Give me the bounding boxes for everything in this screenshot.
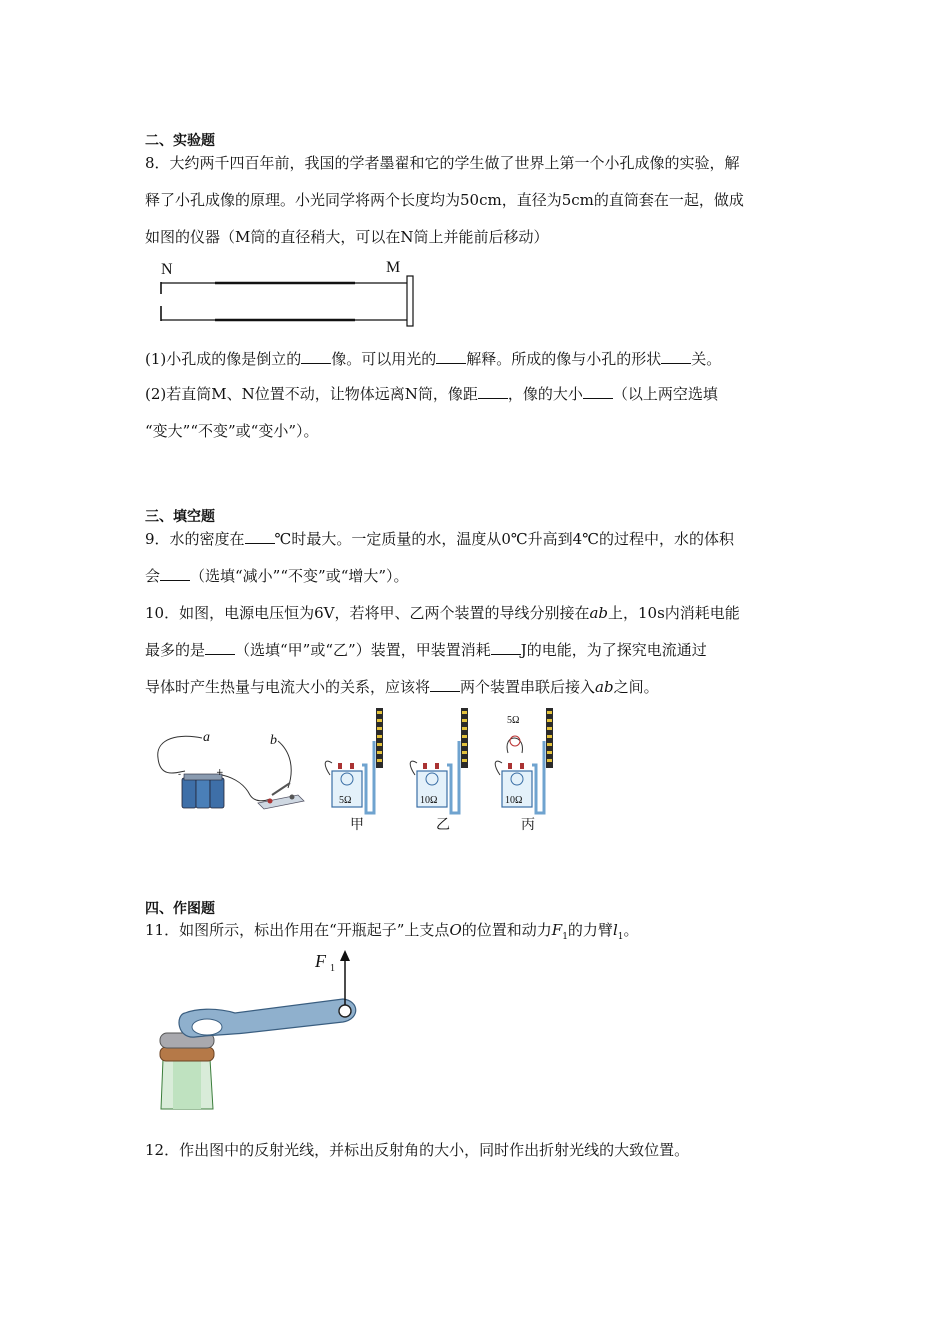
q8-part2-text-b: ，像的大小 xyxy=(507,385,583,403)
q10-ab: ab xyxy=(589,604,609,622)
answer-blank[interactable] xyxy=(205,640,235,655)
q11-text-d: 。 xyxy=(623,921,639,939)
answer-blank[interactable] xyxy=(436,349,466,364)
caption-yi: 乙 xyxy=(436,817,450,833)
q8-part1-text-c: 解释。所成的像与小孔的形状 xyxy=(466,350,662,368)
q9-line-2 xyxy=(145,566,409,586)
resistor-yi-label: 10Ω xyxy=(420,795,438,806)
q8-part1-text-b: 像。可以用光的 xyxy=(331,350,437,368)
q8-line-1: 8．大约两千四百年前，我国的学者墨翟和它的学生做了世界上第一个小孔成像的实验，解 xyxy=(145,154,740,172)
q9-line-1 xyxy=(145,529,734,549)
force-label-sub: 1 xyxy=(330,963,335,974)
q10-text-h: 之间。 xyxy=(613,678,659,696)
resistor-bing-label: 10Ω xyxy=(505,795,523,806)
circuit-figure xyxy=(150,703,570,838)
tube-figure xyxy=(145,255,435,330)
q11-text-c: 的力臂 xyxy=(567,921,613,939)
q10-line-3 xyxy=(145,677,659,697)
caption-bing: 丙 xyxy=(521,817,535,833)
svg-text:+: + xyxy=(216,768,224,778)
q10-line-2 xyxy=(145,640,707,660)
tube-label-m: M xyxy=(386,259,401,276)
answer-blank[interactable] xyxy=(430,677,460,692)
wire-label-b: b xyxy=(270,733,277,748)
section-title-fill-blank: 三、填空题 xyxy=(145,509,215,525)
circuit-diagram xyxy=(150,703,570,838)
q11-text-a: 11．如图所示，标出作用在“开瓶起子”上支点 xyxy=(145,921,450,939)
apparatus-yi xyxy=(410,708,468,833)
bottle-opener-figure xyxy=(155,947,365,1112)
q8-part2-text-a: (2)若直筒M、N位置不动，让物体远离N筒，像距 xyxy=(145,385,478,403)
answer-blank[interactable] xyxy=(301,349,331,364)
answer-blank[interactable] xyxy=(583,384,613,399)
q10-ab-2: ab xyxy=(595,678,614,696)
answer-blank[interactable] xyxy=(661,349,691,364)
apparatus-bing xyxy=(495,708,553,833)
svg-text:-: - xyxy=(178,770,182,780)
q9-text-a: 9．水的密度在 xyxy=(145,530,245,548)
tube-label-n: N xyxy=(161,261,173,278)
section-title-drawing: 四、作图题 xyxy=(145,901,215,917)
q8-part2-text-c: （以上两空选填 xyxy=(612,385,718,403)
answer-blank[interactable] xyxy=(491,640,521,655)
q10-text-d: （选填“甲”或“乙”）装置，甲装置消耗 xyxy=(235,641,491,659)
force-label: F xyxy=(315,951,326,971)
q10-text-b: 上，10s内消耗电能 xyxy=(608,604,740,622)
bottle-opener-diagram xyxy=(155,947,365,1112)
apparatus-jia xyxy=(325,708,383,833)
q8-line-2: 释了小孔成像的原理。小光同学将两个长度均为50cm，直径为5cm的直筒套在一起，做成 xyxy=(145,191,744,209)
q11-line xyxy=(145,920,639,947)
caption-jia: 甲 xyxy=(350,817,364,833)
q9-text-d: （选填“减小”“不变”或“增大”）。 xyxy=(190,567,409,585)
q11-f: F xyxy=(551,921,563,939)
q8-part1-text-a: (1)小孔成的像是倒立的 xyxy=(145,350,302,368)
q11-o: O xyxy=(449,921,462,939)
q10-text-e: J的电能，为了探究电流通过 xyxy=(520,641,707,659)
q11-text-b: 的位置和动力 xyxy=(461,921,552,939)
q12-line: 12．作出图中的反射光线，并标出反射角的大小，同时作出折射光线的大致位置。 xyxy=(145,1141,690,1159)
q9-text-c: 会 xyxy=(145,567,161,585)
q10-text-g: 两个装置串联后接入 xyxy=(460,678,596,696)
switch-icon xyxy=(258,783,304,809)
tube-diagram xyxy=(145,255,435,330)
q8-part1-text-d: 关。 xyxy=(691,350,722,368)
wire-label-a: a xyxy=(203,730,210,745)
answer-blank[interactable] xyxy=(478,384,508,399)
section-title-experiment: 二、实验题 xyxy=(145,133,215,149)
q9-text-b: ℃时最大。一定质量的水，温度从0℃升高到4℃的过程中，水的体积 xyxy=(274,530,734,548)
q8-part1 xyxy=(145,349,721,369)
q11-f-sub: 1 xyxy=(562,932,568,942)
q8-part2-line2: “变大”“不变”或“变小”）。 xyxy=(145,422,319,440)
q10-text-a: 10．如图，电源电压恒为6V，若将甲、乙两个装置的导线分别接在 xyxy=(145,604,590,622)
answer-blank[interactable] xyxy=(160,566,190,581)
q10-line-1 xyxy=(145,603,740,623)
q8-line-3: 如图的仪器（M筒的直径稍大，可以在N筒上并能前后移动） xyxy=(145,228,549,246)
q10-text-c: 最多的是 xyxy=(145,641,206,659)
answer-blank[interactable] xyxy=(245,529,275,544)
q10-text-f: 导体时产生热量与电流大小的关系，应该将 xyxy=(145,678,431,696)
battery-icon xyxy=(178,768,224,808)
resistor-bing-top-label: 5Ω xyxy=(507,715,520,726)
q11-l: l xyxy=(612,921,618,939)
resistor-jia-label: 5Ω xyxy=(339,795,352,806)
q11-l-sub: 1 xyxy=(617,932,624,942)
q8-part2 xyxy=(145,384,718,404)
